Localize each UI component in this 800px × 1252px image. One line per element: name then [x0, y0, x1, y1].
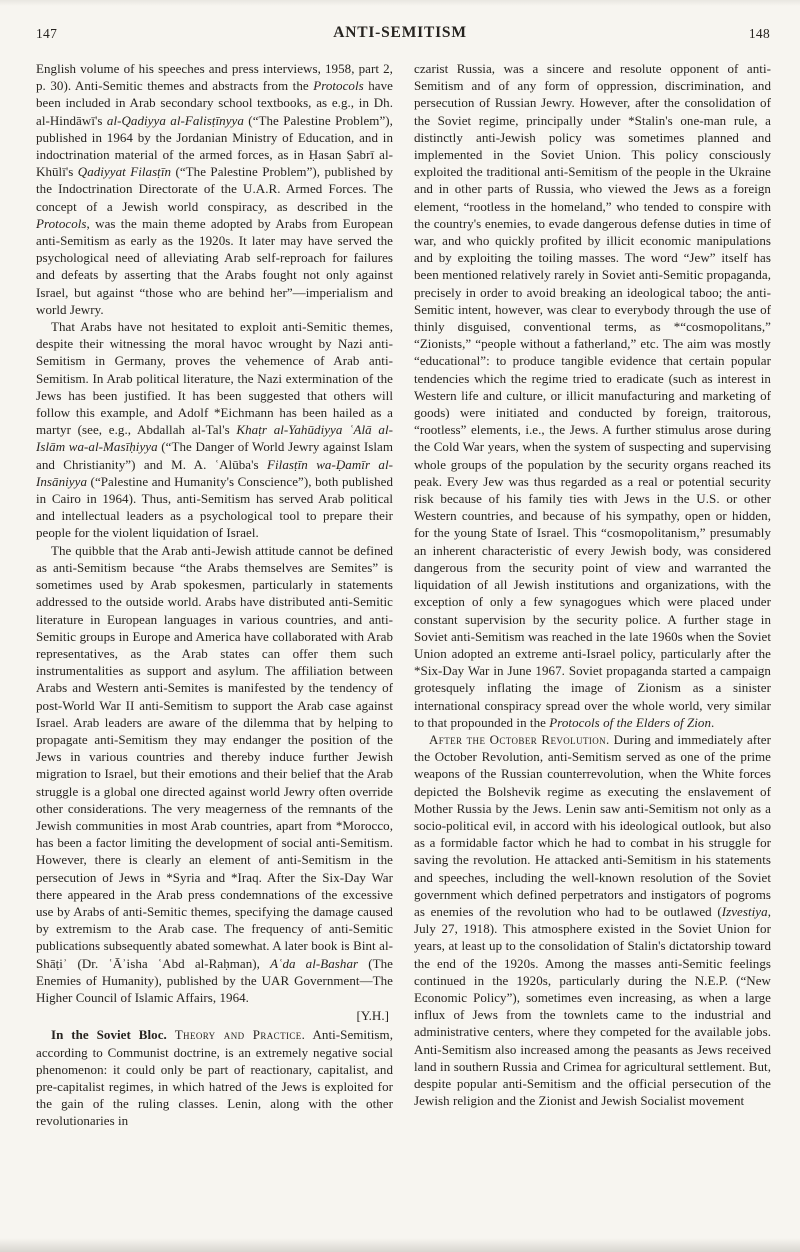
paragraph: [36, 542, 393, 1006]
text-run: The quibble that the Arab anti-Jewish attitude cannot be defined as anti-Semitism because “the Arabs themselves are Semites” is sometimes used by Arab spokesmen, particularly in statements addressed to the outside world. Arabs have distributed anti-Semitic literature in European languages in various countries, and anti-Semitic groups in Europe and America have collaborated with Arab representatives, as the Arab states can offer them such instrumentalities as support and asylum. The affiliation between Arabs and Western anti-Semites is manifested by the tendency of post-World War II anti-Semitism to support the Arab case against Israel. Arab leaders are aware of the dilemma that by helping to propagate anti-Semitism they may endanger the position of the Jews in various countries and thereby induce further Jewish migration to Israel, but their emotions and their belief that the Arab struggle is a global one directed against world Jewry often override other considerations. The very meagerness of the remnants of the Jewish communities in most Arab countries, apart from *Morocco, has been a factor limiting the development of social anti-Semitism. However, there is clearly an element of anti-Semitism in the persecution of Jews in *Syria and *Iraq. After the Six-Day War there appeared in the Arab press condemnations of the excessive use by Arabs of anti-Semitic themes, specifying the damage caused by extremism to the Arab case. The frequency of anti-Semitic publications subsequently abated somewhat. A later book is Bint al-Shāṭiʾ (Dr. ʿĀʾisha ʿAbd al-Raḥman),: [36, 542, 393, 971]
italic-text-run: Filasṭīn wa-Ḍamīr al-Insāniyya: [36, 456, 393, 489]
page-number-left: 147: [36, 26, 58, 41]
text-run: English volume of his speeches and press interviews, 1958, part 2, p. 30). Anti-Semitic themes and abstracts from the: [36, 61, 393, 94]
paragraph: [36, 1026, 393, 1129]
column-left: [36, 60, 393, 1130]
text-run: That Arabs have not hesitated to exploit anti-Semitic themes, despite their witnessing the moral havoc wrought by Nazi anti-Semitism in Germany, proves the vehemence of Arab anti-Semitism. In Arab political literature, the Nazi extermination of the Jews has been justified. It has been suggested that others will follow this example, and Adolf *Eichmann has been hailed as a martyr (see, e.g., Abdallah al-Tal's: [36, 319, 393, 438]
text-run: During and immediately after the October Revolution, anti-Semitism served as one of the prime weapons of the Russian counterrevolution, when the White forces depicted the Bolshevik regime as executing the enslavement of Mother Russia by the Jews. Lenin saw anti-Semitism not only as a socio-political evil, in accord with his ideological outlook, but also as a formidable factor which he had to combat in his struggle for saving the revolution. He attacked anti-Semitism in his statements and speeches, including the well-known resolution of the Soviet government which defined perpetrators and instigators of pogroms as enemies of the revolution who had to be outlawed (: [414, 731, 772, 919]
text-run: Anti-Semitism, according to Communist doctrine, is an extremely negative social phenomenon: it could only be part of reactionary, capitalist, and pre-capitalist regimes, in which hatred of the Jews is exploited for the gain of the ruling classes. Lenin, along with the other revolutionaries in: [36, 1027, 393, 1129]
italic-text-run: Khaṭr al-Yahūdiyya ʿAlā al-Islām wa-al-Masīḥiyya: [36, 422, 393, 455]
text-run: (“The Palestine Problem”), published by the Indoctrination Directorate of the U.A.R. Armed Forces. The concept of a Jewish world conspiracy, as described in the: [36, 164, 393, 214]
smallcaps-text-run: Theory and Practice.: [174, 1027, 306, 1043]
paragraph: [36, 318, 393, 542]
text-run: , July 27, 1918). This atmosphere existed in the Soviet Union for years, at least up to the consolidation of Stalin's dictatorship toward the end of the 1920s. Among the masses anti-Semitic feelings continued in the 1920s, particularly during the N.E.P. (“New Economic Policy”), sometimes even increasing, as when a large influx of Jews from the townlets came to the industrial and administrative centers, where they competed for the available jobs. Anti-Semitism also increased among the peasants as Jews received land in southern Russia and Crimea for agricultural settlement. But, despite popular anti-Semitism and the official persecution of the Jewish religion and the Zionist and Jewish Socialist movement: [414, 903, 771, 1109]
page-title: ANTI-SEMITISM: [333, 24, 467, 41]
author-signature: [36, 1007, 393, 1024]
text-run: [Y.H.]: [356, 1008, 389, 1024]
column-right: [414, 60, 771, 1130]
text-run: (The Enemies of Humanity), published by the UAR Government—The Higher Council of Islamic Affairs, 1964.: [36, 955, 393, 1005]
text-run: (“Palestine and Humanity's Conscience”), both published in Cairo in 1964). Thus, anti-Semitism has served Arab political and intellectual leaders as a psychological tool to prepare their people for the violent liquidation of Israel.: [36, 473, 393, 541]
paragraph: [414, 60, 771, 731]
italic-text-run: Izvestiya: [721, 903, 768, 919]
italic-text-run: Qadiyyat Filasṭīn: [77, 164, 172, 180]
paragraph: [414, 731, 771, 1109]
page-number-right: 148: [748, 26, 770, 41]
italic-text-run: Protocols: [313, 78, 364, 94]
text-run: (“The Palestine Problem”), published in 1964 by the Jordanian Ministry of Education, and in indoctrination material of the armed forces, as in Ḥasan Ṣabrī al-Khūlī's: [36, 112, 393, 180]
italic-text-run: al-Qadiyya al-Falisṭīnyya: [106, 112, 244, 128]
running-header: [0, 0, 800, 50]
paragraph: [36, 60, 393, 318]
text-columns: [0, 50, 800, 1130]
text-run: [167, 1027, 175, 1042]
bold-text-run: In the Soviet Bloc.: [51, 1027, 167, 1043]
text-run: have been included in Arab secondary school textbooks, as e.g., in Dh. al-Hindāwī's: [36, 78, 393, 128]
smallcaps-text-run: After the October Revolution.: [429, 731, 610, 747]
italic-text-run: Aʿda al-Bashar: [270, 955, 359, 971]
text-run: (“The Danger of World Jewry against Islam and Christianity”) and M. A. ʿAlūba's: [36, 439, 394, 472]
text-run: .: [711, 714, 715, 730]
text-run: , was the main theme adopted by Arabs from European anti-Semitism as early as the 1920s. It later may have served the psychological need of alleviating Arab self-reproach for failures and defeats by asserting that the Arabs fought not only against Israel, but against “those who are behind her”—imperialism and world Jewry.: [36, 215, 393, 317]
text-run: czarist Russia, was a sincere and resolute opponent of anti-Semitism and of any form of oppression, discrimination, and persecution of Russian Jewry. However, after the consolidation of the Soviet regime, principally under *Stalin's one-man rule, a distinctly anti-Jewish policy was sometimes planned and implemented in the Soviet Union. This policy consciously exploited the traditional anti-Semitism of the people in the Ukraine and in other parts of Russia, who viewed the Jews as a foreign element, “rootless in the homeland,” who tended to conspire with the country's enemies, to evade dangerous defense duties in time of war, and who quickly profited by illicit economic manipulations and by exploiting the toiling masses. The word “Jew” itself has been mentioned relatively rarely in Soviet anti-Semitic propaganda, precisely in order to avoid breaking an ideological taboo; the anti-Semitic intent, however, was clear to everybody through the use of thinly disguised, conventional terms, as *“cosmopolitans,” “Zionists,” “people without a fatherland,” etc. The aim was mostly “educational”: to produce tangible evidence that certain popular tendencies which the regime tried to eradicate (such as interest in Western life and culture, or illicit manufacturing and marketing of goods) were initiated and conducted by foreign, traitorous, “rootless” elements, i.e., the Jews. A further stimulus arose during the Cold War years, when the system of suspecting and supervising whole groups of the population by the security organs reached its peak. Every Jew was thus regarded as a real or potential security risk because of his family ties with Jews in the U.S. or other Western countries, and because of his sympathy, open or hidden, for the young State of Israel. This “cosmopolitanism,” presumably an inherent characteristic of every Jewish body, was considered dangerous from the security point of view and warranted the liquidation of all Jewish institutions and organizations, with the exception of only a few synagogues which were placed under constant supervision by the security police. A further stage in Soviet anti-Semitism was reached in the late 1960s when the Soviet Union adopted an extreme anti-Israel policy, particularly after the *Six-Day War in June 1967. Soviet propaganda started a campaign grotesquely inflating the image of Zionism as a sinister international conspiracy spread over the whole world, very similar to that propounded in the: [414, 61, 771, 730]
italic-text-run: Protocols of the Elders of Zion: [549, 714, 712, 730]
italic-text-run: Protocols: [36, 215, 87, 231]
